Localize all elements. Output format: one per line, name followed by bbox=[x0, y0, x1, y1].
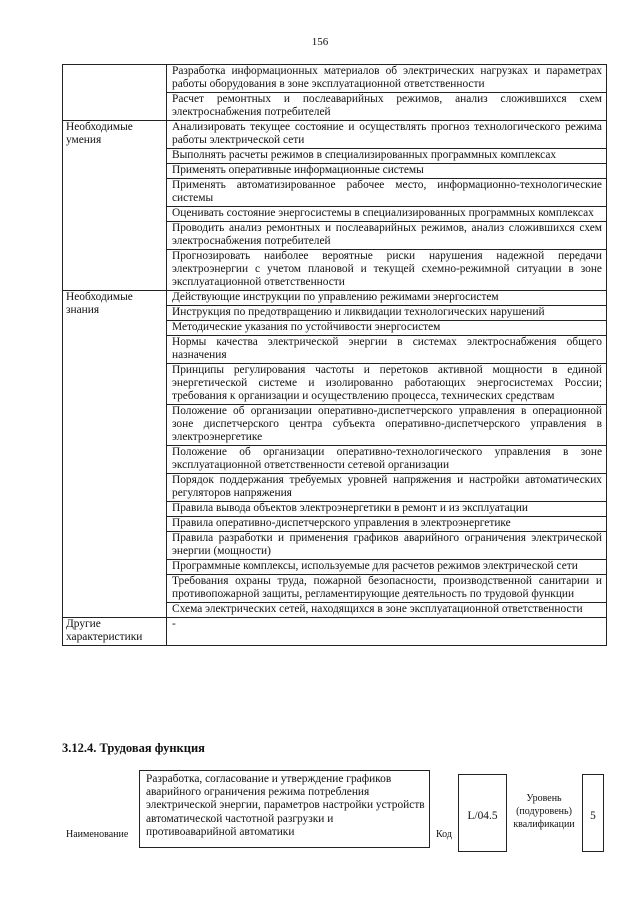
section-title: 3.12.4. Трудовая функция bbox=[62, 741, 205, 755]
row-category-label bbox=[63, 65, 167, 121]
table-row bbox=[63, 618, 607, 646]
requirement-item: Нормы качества электрической энергии в системах электроснабжения общего назначения bbox=[167, 336, 607, 364]
requirement-item: Проводить анализ ремонтных и послеаварийных режимов, анализ сложившихся схем электроснабжения потребителей bbox=[167, 222, 607, 250]
requirement-item: Применять автоматизированное рабочее место, информационно-технологические системы bbox=[167, 179, 607, 207]
row-category-label: Необходимые знания bbox=[63, 291, 167, 618]
function-name-box: Разработка, согласование и утверждение графиков аварийного ограничения режима потребления электрической энергии, параметров настройки устройств автоматической частотной разгрузки и противоаварийной автоматики bbox=[139, 770, 430, 848]
name-label: Наименование bbox=[66, 829, 129, 840]
requirement-item: Применять оперативные информационные системы bbox=[167, 164, 607, 179]
requirement-item: Действующие инструкции по управлению режимами энергосистем bbox=[167, 291, 607, 306]
code-label: Код bbox=[436, 829, 452, 840]
row-category-label: Необходимые умения bbox=[63, 121, 167, 291]
requirement-item: - bbox=[167, 618, 607, 646]
requirement-item: Правила оперативно-диспетчерского управления в электроэнергетике bbox=[167, 517, 607, 532]
requirement-item: Расчет ремонтных и послеаварийных режимов, анализ сложившихся схем электроснабжения потребителей bbox=[167, 93, 607, 121]
table-row bbox=[63, 65, 607, 93]
requirements-table bbox=[62, 64, 607, 646]
requirement-item: Разработка информационных материалов об электрических нагрузках и параметрах работы оборудования в зоне эксплуатационной ответственности bbox=[167, 65, 607, 93]
level-box: 5 bbox=[582, 774, 604, 852]
requirement-item: Положение об организации оперативно-диспетчерского управления в операционной зоне диспетчерского центра субъекта оперативно-диспетчерского управления в электроэнергетике bbox=[167, 405, 607, 446]
code-box: L/04.5 bbox=[458, 774, 507, 852]
requirement-item: Правила вывода объектов электроэнергетики в ремонт и из эксплуатации bbox=[167, 502, 607, 517]
requirement-item: Положение об организации оперативно-технологического управления в зоне эксплуатационной ответственности сетевой организации bbox=[167, 446, 607, 474]
requirement-item: Прогнозировать наиболее вероятные риски нарушения надежной передачи электроэнергии с учетом плановой и текущей схемно-режимной ситуации в зоне эксплуатационной ответственности bbox=[167, 250, 607, 291]
requirement-item: Анализировать текущее состояние и осуществлять прогноз технологического режима работы электрической сети bbox=[167, 121, 607, 149]
requirement-item: Порядок поддержания требуемых уровней напряжения и настройки автоматических регуляторов напряжения bbox=[167, 474, 607, 502]
requirement-item: Схема электрических сетей, находящихся в зоне эксплуатационной ответственности bbox=[167, 603, 607, 618]
requirement-item: Правила разработки и применения графиков аварийного ограничения электрической энергии (мощности) bbox=[167, 532, 607, 560]
requirement-item: Требования охраны труда, пожарной безопасности, производственной санитарии и противопожарной защиты, регламентирующие деятельность по трудовой функции bbox=[167, 575, 607, 603]
requirement-item: Инструкция по предотвращению и ликвидации технологических нарушений bbox=[167, 306, 607, 321]
requirements-table-body bbox=[63, 65, 607, 646]
requirement-item: Выполнять расчеты режимов в специализированных программных комплексах bbox=[167, 149, 607, 164]
requirement-item: Принципы регулирования частоты и перетоков активной мощности в единой энергетической системе и изолированно работающих энергосистемах России; требования к организации и осуществлению процесса, технических средствам bbox=[167, 364, 607, 405]
table-row bbox=[63, 291, 607, 306]
row-category-label: Другие характеристики bbox=[63, 618, 167, 646]
page-number: 156 bbox=[311, 36, 329, 48]
level-label: Уровень (подуровень) квалификации bbox=[513, 793, 575, 830]
requirement-item: Программные комплексы, используемые для расчетов режимов электрической сети bbox=[167, 560, 607, 575]
table-row bbox=[63, 121, 607, 149]
requirement-item: Оценивать состояние энергосистемы в специализированных программных комплексах bbox=[167, 207, 607, 222]
requirement-item: Методические указания по устойчивости энергосистем bbox=[167, 321, 607, 336]
